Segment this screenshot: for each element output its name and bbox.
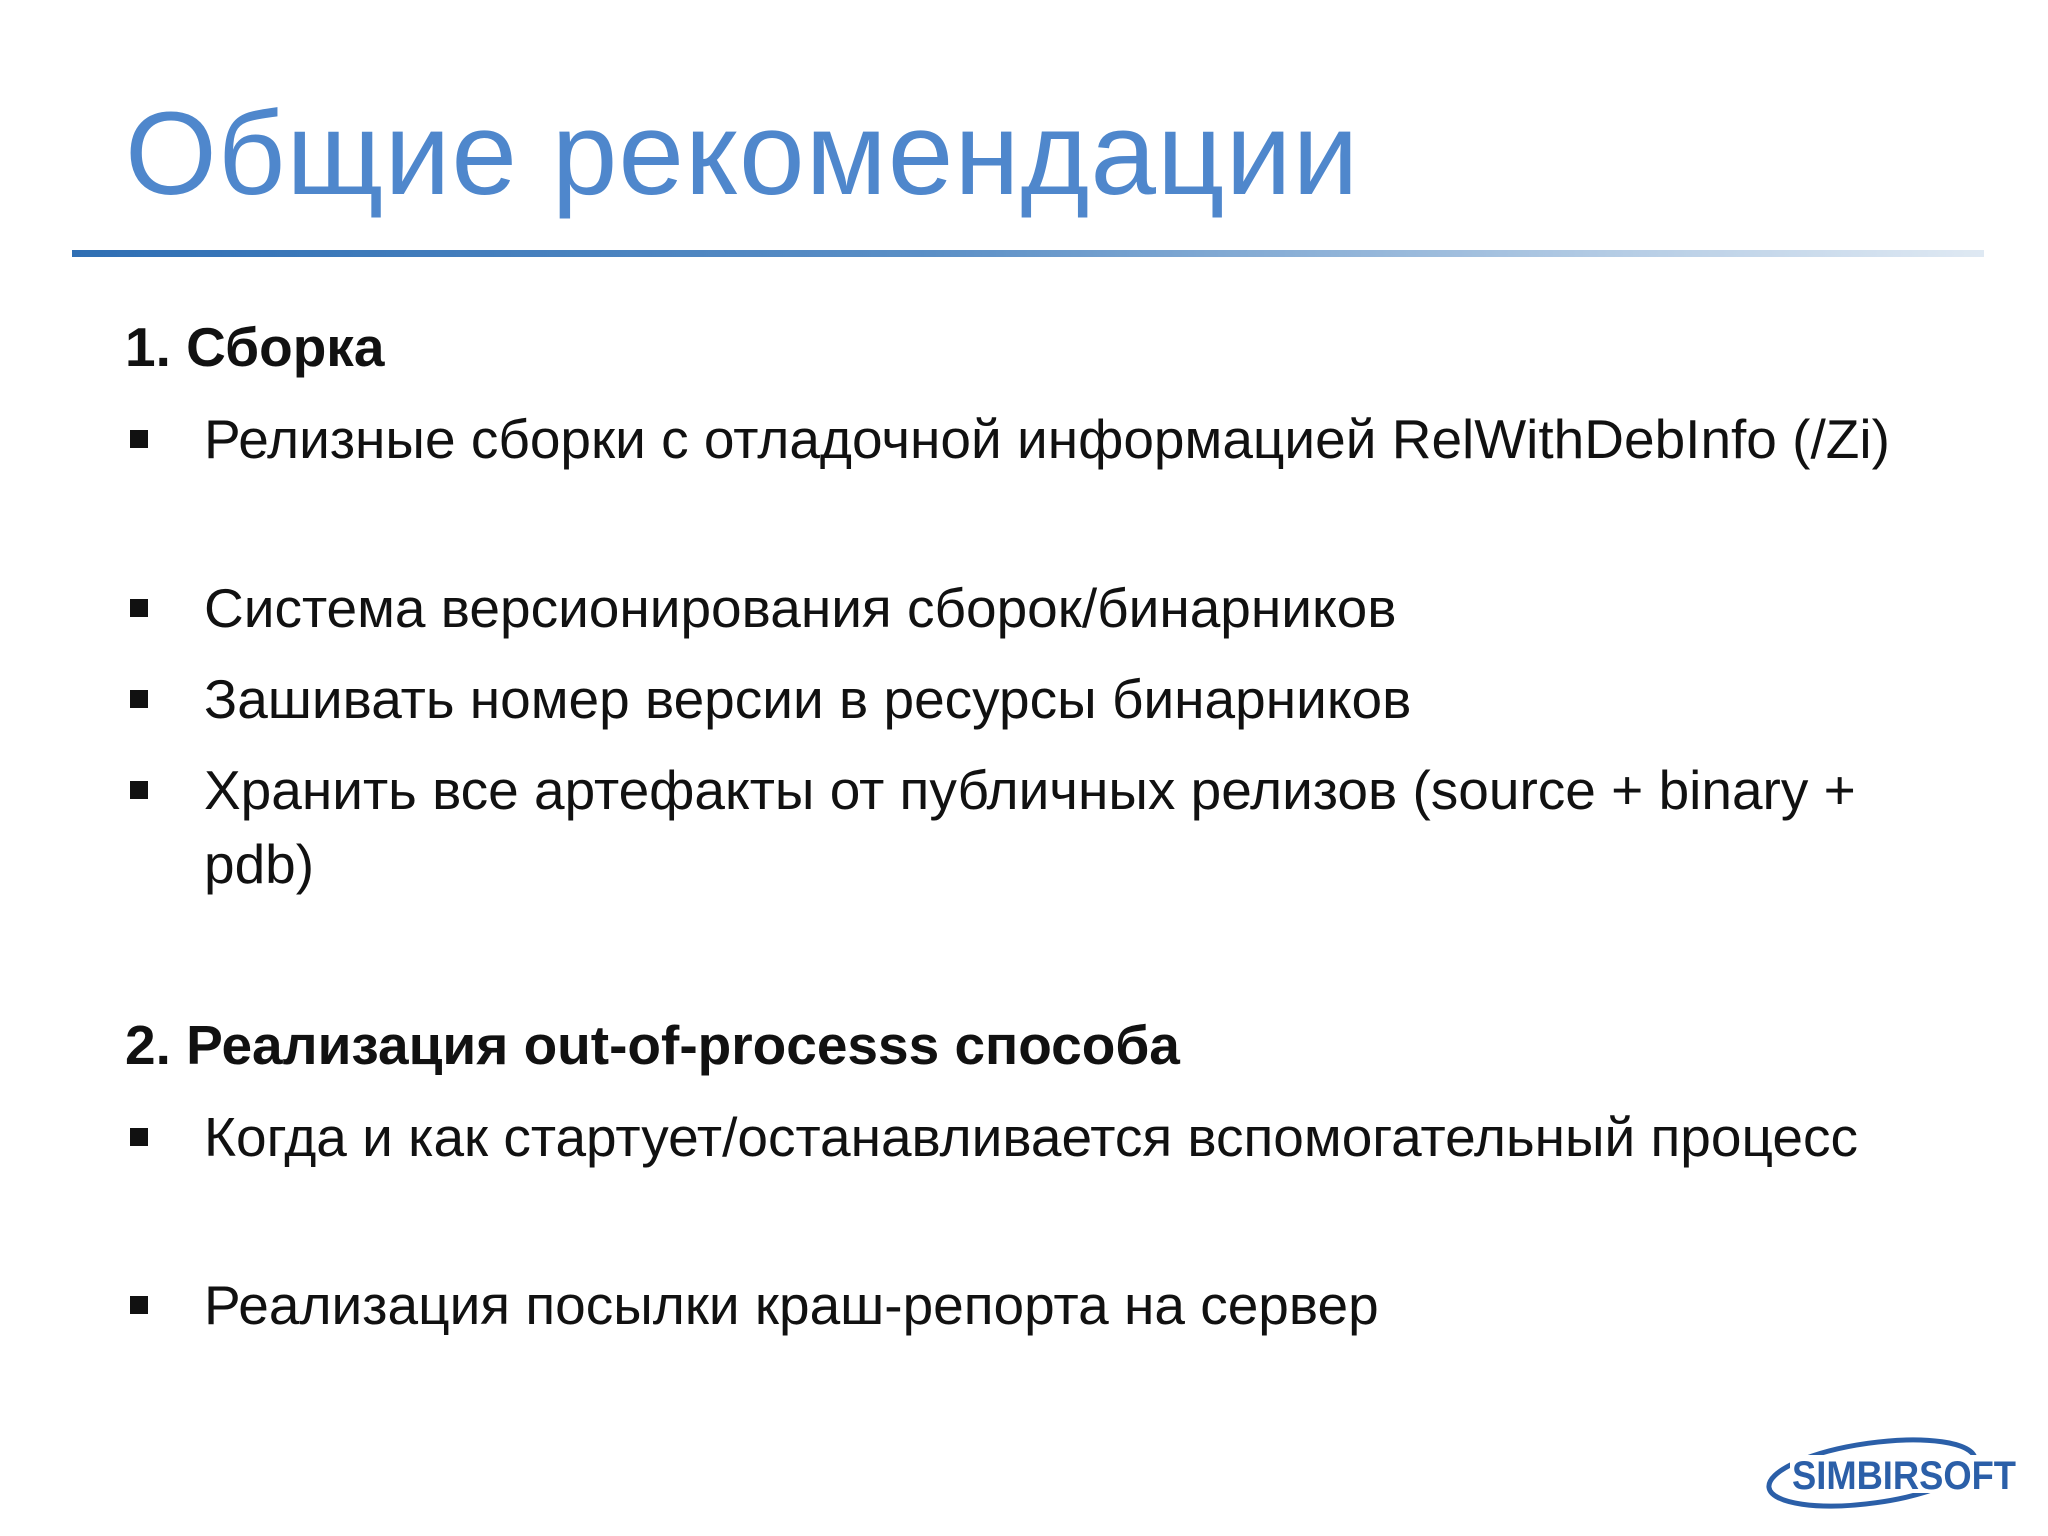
- section-heading-out-of-process: 2. Реализация out-of-processs способа: [125, 1014, 1180, 1076]
- list-item: [125, 571, 1925, 645]
- list-item-text: Система версионирования сборок/бинарников: [204, 577, 1397, 639]
- square-bullet-icon: [130, 1296, 148, 1314]
- logo-text: SIMBIRSOFT: [1792, 1454, 2016, 1498]
- square-bullet-icon: [130, 1128, 148, 1146]
- slide-title: Общие рекомендации: [125, 88, 1360, 220]
- list-item-text: Реализация посылки краш-репорта на сервер: [204, 1274, 1379, 1336]
- list-item: [125, 662, 1925, 736]
- list-item: [125, 1268, 1925, 1342]
- list-item: [125, 402, 1925, 476]
- section-heading-build: 1. Сборка: [125, 316, 385, 378]
- square-bullet-icon: [130, 430, 148, 448]
- list-item: [125, 753, 1925, 901]
- list-item-text: Релизные сборки с отладочной информацией RelWithDebInfo (/Zi): [204, 408, 1890, 470]
- square-bullet-icon: [130, 690, 148, 708]
- simbirsoft-logo: [1762, 1433, 2022, 1513]
- list-item-text: Хранить все артефакты от публичных релизов (source + binary + pdb): [204, 759, 1856, 895]
- list-item-text: Зашивать номер версии в ресурсы бинарников: [204, 668, 1412, 730]
- square-bullet-icon: [130, 599, 148, 617]
- square-bullet-icon: [130, 781, 148, 799]
- list-item-text: Когда и как стартует/останавливается вспомогательный процесс: [204, 1106, 1858, 1168]
- title-divider: [72, 250, 1984, 257]
- list-item: [125, 1100, 1925, 1174]
